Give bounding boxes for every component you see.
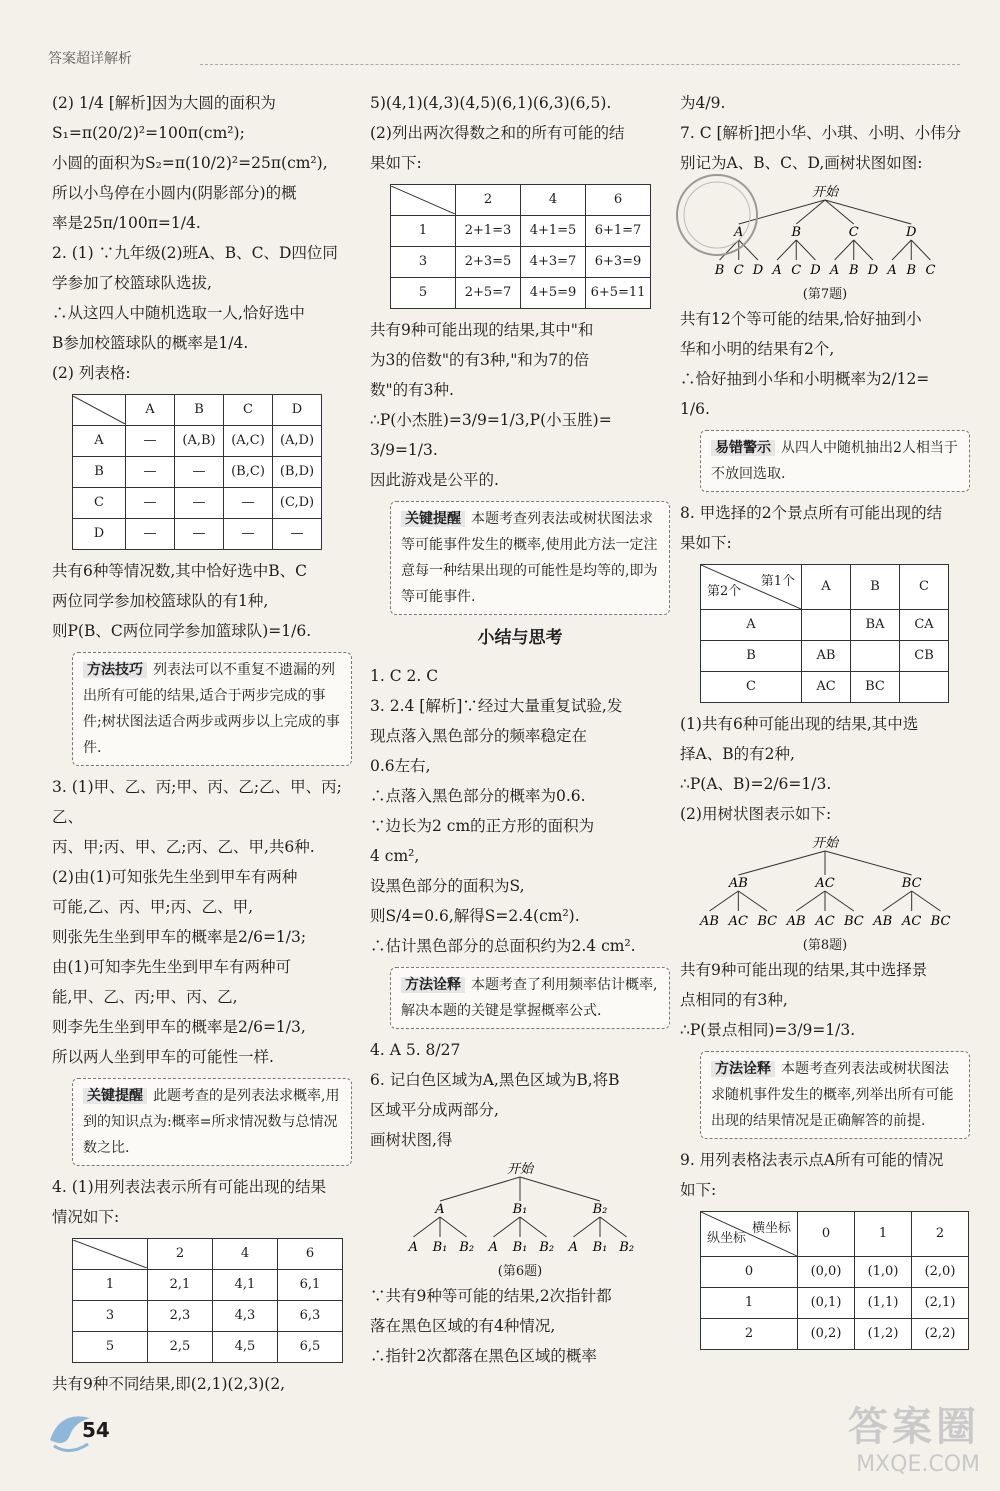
answer-line: 3. (1)甲、乙、丙;甲、丙、乙;乙、甲、丙;乙、 bbox=[52, 778, 342, 826]
tree-leaf: A bbox=[408, 1240, 419, 1255]
tree-leaf: AC bbox=[901, 914, 922, 929]
column-1 bbox=[52, 88, 352, 1399]
tree-branch bbox=[911, 240, 930, 260]
answer-line: 因此游戏是公平的. bbox=[370, 471, 499, 489]
tree-leaf: AB bbox=[786, 914, 806, 929]
table-cell: CA bbox=[900, 610, 949, 641]
table-cell: 4,1 bbox=[213, 1270, 278, 1301]
answer-table bbox=[390, 184, 651, 309]
table-header-cell: A bbox=[802, 565, 851, 610]
answer-line: 4. A 5. 8/27 bbox=[370, 1041, 461, 1059]
answer-line: 能,甲、乙、丙;甲、丙、乙, bbox=[52, 988, 238, 1006]
table-cell: 1 bbox=[391, 216, 456, 247]
table-row bbox=[391, 216, 651, 247]
section-title: 小结与思考 bbox=[477, 628, 563, 648]
answer-line: 率是25π/100π=1/4. bbox=[52, 214, 201, 232]
tree-leaf: A bbox=[568, 1240, 579, 1255]
table-header-cell: B bbox=[175, 395, 224, 426]
answer-line: 3/9=1/3. bbox=[370, 441, 438, 459]
tree-leaf: A bbox=[829, 263, 840, 278]
corner-bottom-label: 第2个 bbox=[707, 584, 742, 599]
tree-leaf: BC bbox=[844, 914, 864, 929]
corner-bottom-label: 纵坐标 bbox=[707, 1231, 747, 1246]
table-header-cell: 4 bbox=[521, 185, 586, 216]
tree-node: B₂ bbox=[592, 1202, 608, 1217]
watermark-url: MXQE.COM bbox=[856, 1452, 980, 1477]
answer-line: 共有9种可能出现的结果,其中选择景 bbox=[680, 961, 928, 979]
corner-top-label: 横坐标 bbox=[751, 1221, 791, 1236]
answer-line: B参加校篮球队的概率是1/4. bbox=[52, 334, 249, 352]
tree-branch bbox=[854, 240, 873, 260]
tip-title: 方法诠释 bbox=[711, 1061, 775, 1077]
table-cell bbox=[851, 641, 900, 672]
table-header-cell: 6 bbox=[278, 1239, 343, 1270]
tree-branch bbox=[825, 200, 911, 224]
table-header-cell: 6 bbox=[586, 185, 651, 216]
table-cell: (B,C) bbox=[224, 457, 273, 488]
tree-leaf: D bbox=[752, 263, 764, 278]
tree-leaf: B₁ bbox=[592, 1240, 608, 1255]
answer-line: 由(1)可知李先生坐到甲车有两种可 bbox=[52, 958, 291, 976]
table-cell: (1,0) bbox=[855, 1257, 912, 1288]
table-corner-cell bbox=[701, 565, 802, 610]
table-cell: 4+5=9 bbox=[521, 278, 586, 309]
tree-node: A bbox=[734, 225, 744, 240]
table-row bbox=[701, 641, 949, 672]
table-cell: 3 bbox=[73, 1301, 148, 1332]
answer-line: 数"的有3种. bbox=[370, 381, 454, 399]
table-cell: (0,0) bbox=[798, 1257, 855, 1288]
tree-branch bbox=[825, 891, 854, 911]
tree-branch bbox=[440, 1177, 520, 1201]
table-header-cell bbox=[391, 185, 456, 216]
tree-diagram bbox=[695, 833, 955, 933]
tree-root: 开始 bbox=[811, 185, 839, 200]
tip-box bbox=[700, 430, 970, 492]
tree-node: C bbox=[848, 225, 859, 240]
answer-line: 学参加了校篮球队选拔, bbox=[52, 274, 212, 292]
answer-line: ∴从这四人中随机选取一人,恰好选中 bbox=[52, 304, 305, 322]
table-header-cell: D bbox=[273, 395, 322, 426]
table-header-row bbox=[391, 185, 651, 216]
tree-branch bbox=[883, 891, 912, 911]
table-cell: — bbox=[126, 519, 175, 550]
table-cell: 4,5 bbox=[213, 1332, 278, 1363]
answer-line: 9. 用列表格法表示点A所有可能的情况 bbox=[680, 1151, 944, 1169]
tree-diagram bbox=[400, 1159, 640, 1259]
answer-table bbox=[700, 564, 949, 703]
tree-branch bbox=[600, 1217, 627, 1237]
answer-line: (2)列出两次得数之和的所有可能的结 bbox=[370, 124, 625, 142]
table-cell: BC bbox=[851, 672, 900, 703]
table-header-cell: 4 bbox=[213, 1239, 278, 1270]
answer-table bbox=[72, 394, 322, 550]
tip-box bbox=[72, 652, 352, 766]
table-cell: 4,3 bbox=[213, 1301, 278, 1332]
table-header-cell: 2 bbox=[456, 185, 521, 216]
answer-line: 华和小明的结果有2个, bbox=[680, 340, 835, 358]
answer-line: 8. 甲选择的2个景点所有可能出现的结 bbox=[680, 504, 943, 522]
table-cell: 6+5=11 bbox=[586, 278, 651, 309]
table-cell: C bbox=[701, 672, 802, 703]
answer-line: 果如下: bbox=[680, 534, 732, 552]
table-cell: — bbox=[126, 488, 175, 519]
table-cell: (0,2) bbox=[798, 1319, 855, 1350]
table-cell: (2,1) bbox=[912, 1288, 969, 1319]
answer-line: 点相同的有3种, bbox=[680, 991, 788, 1009]
column-3 bbox=[680, 88, 970, 1356]
table-cell: — bbox=[126, 457, 175, 488]
tip-title: 易错警示 bbox=[711, 440, 775, 456]
tip-text: 列表法可以不重复不遗漏的列出所有可能的结果,适合于两步完成的事件;树状图法适合两步或两步以上完成的事件. bbox=[83, 662, 340, 756]
tree-node: AC bbox=[815, 876, 835, 891]
answer-table bbox=[700, 1211, 969, 1350]
header-divider bbox=[200, 64, 960, 65]
table-cell: A bbox=[701, 610, 802, 641]
answer-line: 7. C [解析]把小华、小琪、小明、小伟分 bbox=[680, 124, 962, 142]
tree-leaf: C bbox=[733, 263, 744, 278]
table-cell: (A,C) bbox=[224, 426, 273, 457]
header-title: 答案超详解析 bbox=[48, 51, 132, 67]
answer-table bbox=[72, 1238, 343, 1363]
tip-text: 本题考查列表法或树状图法求随机事件发生的概率,列举出所有可能出现的结果情况是正确解答的前提. bbox=[711, 1061, 954, 1129]
table-cell: CB bbox=[900, 641, 949, 672]
tree-leaf: AC bbox=[815, 914, 835, 929]
answer-line: 两位同学参加校篮球队的有1种, bbox=[52, 592, 269, 610]
table-row bbox=[701, 1257, 969, 1288]
tip-title: 方法技巧 bbox=[83, 662, 147, 678]
tree-leaf: AB bbox=[699, 914, 719, 929]
tree-leaf: B₁ bbox=[512, 1240, 528, 1255]
table-row bbox=[701, 672, 949, 703]
tree-leaf: B₁ bbox=[432, 1240, 448, 1255]
table-header-cell bbox=[73, 395, 126, 426]
table-cell: 6+1=7 bbox=[586, 216, 651, 247]
tree-branch bbox=[825, 851, 912, 875]
answer-line: ∵共有9种等可能的结果,2次指针都 bbox=[370, 1287, 612, 1305]
answer-line: (2)由(1)可知张先生坐到甲车有两种 bbox=[52, 868, 298, 886]
table-cell: — bbox=[175, 488, 224, 519]
table-row bbox=[73, 426, 322, 457]
tree-node: BC bbox=[901, 876, 922, 891]
answer-line: 共有12个等可能的结果,恰好抽到小 bbox=[680, 310, 922, 328]
tree-leaf: B bbox=[848, 263, 859, 278]
table-cell: (2,0) bbox=[912, 1257, 969, 1288]
answer-line: ∵边长为2 cm的正方形的面积为 bbox=[370, 817, 595, 835]
tip-title: 关键提醒 bbox=[83, 1088, 147, 1104]
tree-leaf: B bbox=[906, 263, 917, 278]
table-cell: BA bbox=[851, 610, 900, 641]
table-cell bbox=[802, 610, 851, 641]
table-cell: 2+5=7 bbox=[456, 278, 521, 309]
tree-branch bbox=[796, 891, 825, 911]
answer-line: ∴指针2次都落在黑色区域的概率 bbox=[370, 1347, 597, 1365]
answer-line: 则P(B、C两位同学参加篮球队)=1/6. bbox=[52, 622, 312, 640]
answer-line: 则李先生坐到甲车的概率是2/6=1/3, bbox=[52, 1018, 306, 1036]
tree-node: AB bbox=[728, 876, 748, 891]
tree-leaf: A bbox=[488, 1240, 499, 1255]
table-cell: (2,2) bbox=[912, 1319, 969, 1350]
table-cell: B bbox=[73, 457, 126, 488]
tree-branch bbox=[738, 851, 825, 875]
tree-leaf: B bbox=[714, 263, 725, 278]
answer-line: 区域平分成两部分, bbox=[370, 1101, 499, 1119]
table-cell: — bbox=[224, 488, 273, 519]
table-header-cell: 2 bbox=[148, 1239, 213, 1270]
table-cell: 1 bbox=[73, 1270, 148, 1301]
tip-box bbox=[700, 1051, 970, 1139]
answer-line: (2) 列表格: bbox=[52, 364, 131, 382]
answer-line: 5)(4,1)(4,3)(4,5)(6,1)(6,3)(6,5). bbox=[370, 94, 612, 112]
tree-leaf: C bbox=[925, 263, 936, 278]
tree-branch bbox=[777, 240, 796, 260]
tree-node: A bbox=[435, 1202, 445, 1217]
tree-leaf: B₂ bbox=[619, 1240, 635, 1255]
tree-leaf: D bbox=[810, 263, 821, 278]
tree-node: D bbox=[906, 225, 917, 240]
answer-line: 4. (1)用列表法表示所有可能出现的结果 bbox=[52, 1178, 327, 1196]
tree-branch bbox=[835, 240, 854, 260]
answer-line: 4 cm², bbox=[370, 847, 420, 865]
tree-node: B₁ bbox=[512, 1202, 528, 1217]
table-cell: 4+3=7 bbox=[521, 247, 586, 278]
table-cell: (0,1) bbox=[798, 1288, 855, 1319]
answer-line: ∴P(小杰胜)=3/9=1/3,P(小玉胜)= bbox=[370, 411, 612, 429]
tree-leaf: B₂ bbox=[459, 1240, 475, 1255]
table-cell: 5 bbox=[391, 278, 456, 309]
table-cell: AB bbox=[802, 641, 851, 672]
answer-line: (2) 1/4 [解析]因为大圆的面积为 bbox=[52, 94, 276, 112]
table-cell: 6,3 bbox=[278, 1301, 343, 1332]
figure-caption: (第8题) bbox=[802, 938, 848, 953]
tree-leaf: AC bbox=[728, 914, 749, 929]
tip-box bbox=[390, 967, 670, 1029]
answer-line: 3. 2.4 [解析]∵经过大量重复试验,发 bbox=[370, 697, 623, 715]
table-cell bbox=[900, 672, 949, 703]
table-cell: 6+3=9 bbox=[586, 247, 651, 278]
table-cell: B bbox=[701, 641, 802, 672]
tree-branch bbox=[573, 1217, 600, 1237]
table-cell: 1 bbox=[701, 1288, 798, 1319]
answer-line: ∴估计黑色部分的总面积约为2.4 cm². bbox=[370, 937, 636, 955]
tree-node: B bbox=[791, 225, 802, 240]
tree-branch bbox=[440, 1217, 467, 1237]
page-number: 54 bbox=[82, 1418, 110, 1442]
table-cell: (1,2) bbox=[855, 1319, 912, 1350]
table-header-cell: 0 bbox=[798, 1212, 855, 1257]
table-row bbox=[701, 1319, 969, 1350]
answer-line: 画树状图,得 bbox=[370, 1131, 453, 1149]
answer-line: 可能,乙、丙、甲;丙、乙、甲, bbox=[52, 898, 254, 916]
answer-line: ∴P(A、B)=2/6=1/3. bbox=[680, 775, 832, 793]
tree-branch bbox=[892, 240, 911, 260]
answer-line: 为4/9. bbox=[680, 94, 726, 112]
tree-branch bbox=[520, 1177, 600, 1201]
table-cell: 2 bbox=[701, 1319, 798, 1350]
tip-box bbox=[72, 1078, 352, 1166]
table-cell: 3 bbox=[391, 247, 456, 278]
tip-title: 关键提醒 bbox=[401, 511, 465, 527]
answer-line: ∴恰好抽到小华和小明概率为2/12= bbox=[680, 370, 930, 388]
tree-branch bbox=[912, 891, 941, 911]
corner-top-label: 第1个 bbox=[760, 574, 795, 589]
table-row bbox=[701, 610, 949, 641]
tree-branch bbox=[796, 240, 815, 260]
tree-branch bbox=[493, 1217, 520, 1237]
table-cell: 2,3 bbox=[148, 1301, 213, 1332]
tree-leaf: B₂ bbox=[539, 1240, 555, 1255]
answer-line: 果如下: bbox=[370, 154, 422, 172]
answer-line: 6. 记白色区域为A,黑色区域为B,将B bbox=[370, 1071, 620, 1089]
answer-line: 情况如下: bbox=[52, 1208, 120, 1226]
tree-branch bbox=[709, 891, 738, 911]
table-cell: 2,5 bbox=[148, 1332, 213, 1363]
table-header-row bbox=[701, 565, 949, 610]
tip-text: 此题考查的是列表法求概率,用到的知识点为:概率=所求情况数与总情况数之比. bbox=[83, 1088, 340, 1156]
answer-line: 为3的倍数"的有3种,"和为7的倍 bbox=[370, 351, 590, 369]
answer-line: 2. (1) ∵九年级(2)班A、B、C、D四位同 bbox=[52, 244, 338, 262]
tree-leaf: C bbox=[791, 263, 802, 278]
table-cell: — bbox=[175, 457, 224, 488]
table-header-row bbox=[73, 1239, 343, 1270]
answer-line: 则张先生坐到甲车的概率是2/6=1/3; bbox=[52, 928, 307, 946]
table-cell: (1,1) bbox=[855, 1288, 912, 1319]
tip-text: 本题考查了利用频率估计概率,解决本题的关键是掌握概率公式. bbox=[401, 977, 658, 1019]
answer-line: 1/6. bbox=[680, 400, 710, 418]
answer-line: 所以两人坐到甲车的可能性一样. bbox=[52, 1048, 274, 1066]
table-cell: 4+1=5 bbox=[521, 216, 586, 247]
table-cell: (B,D) bbox=[273, 457, 322, 488]
table-header-cell: 2 bbox=[912, 1212, 969, 1257]
table-cell: (A,B) bbox=[175, 426, 224, 457]
table-cell: AC bbox=[802, 672, 851, 703]
answer-line: S₁=π(20/2)²=100π(cm²); bbox=[52, 124, 245, 142]
tip-text: 本题考查列表法或树状图法求等可能事件发生的概率,使用此方法一定注意每一种结果出现的可能性是均等的,即为等可能事件. bbox=[401, 511, 658, 605]
table-row bbox=[73, 457, 322, 488]
tree-branch bbox=[738, 891, 767, 911]
table-cell: 0 bbox=[701, 1257, 798, 1288]
table-cell: — bbox=[126, 426, 175, 457]
answer-line: 共有9种可能出现的结果,其中"和 bbox=[370, 321, 594, 339]
table-row bbox=[701, 1288, 969, 1319]
answer-line: 落在黑色区域的有4种情况, bbox=[370, 1317, 556, 1335]
tree-root: 开始 bbox=[506, 1162, 534, 1177]
answer-line: ∴P(景点相同)=3/9=1/3. bbox=[680, 1021, 856, 1039]
answer-line: 共有6种等情况数,其中恰好选中B、C bbox=[52, 562, 308, 580]
tree-leaf: BC bbox=[757, 914, 778, 929]
table-row bbox=[73, 1301, 343, 1332]
table-header-cell: C bbox=[900, 565, 949, 610]
answer-line: 现点落入黑色部分的频率稳定在 bbox=[370, 727, 588, 745]
figure-caption: (第7题) bbox=[802, 287, 848, 302]
tree-root: 开始 bbox=[811, 836, 839, 851]
table-cell: (A,D) bbox=[273, 426, 322, 457]
table-header-cell: A bbox=[126, 395, 175, 426]
answer-line: 别记为A、B、C、D,画树状图如图: bbox=[680, 154, 923, 172]
answer-line: 设黑色部分的面积为S, bbox=[370, 877, 525, 895]
answer-line: 0.6左右, bbox=[370, 757, 431, 775]
answer-line: 择A、B的有2种, bbox=[680, 745, 795, 763]
table-row bbox=[73, 1270, 343, 1301]
homework-stamp-icon bbox=[672, 170, 762, 260]
tree-leaf: D bbox=[867, 263, 879, 278]
figure-caption: (第6题) bbox=[497, 1264, 543, 1279]
tree-leaf: A bbox=[887, 263, 897, 278]
answer-line: (1)共有6种可能出现的结果,其中选 bbox=[680, 715, 919, 733]
table-cell: — bbox=[175, 519, 224, 550]
table-row bbox=[391, 247, 651, 278]
table-cell: 6,5 bbox=[278, 1332, 343, 1363]
table-cell: C bbox=[73, 488, 126, 519]
column-2 bbox=[370, 88, 670, 1371]
table-header-row bbox=[701, 1212, 969, 1257]
table-cell: 5 bbox=[73, 1332, 148, 1363]
answer-line: 所以小鸟停在小圆内(阴影部分)的概 bbox=[52, 184, 297, 202]
table-header-cell: 1 bbox=[855, 1212, 912, 1257]
tip-box bbox=[390, 501, 670, 615]
table-row bbox=[391, 278, 651, 309]
table-header-row bbox=[73, 395, 322, 426]
tree-leaf: AB bbox=[873, 914, 893, 929]
watermark bbox=[848, 1395, 980, 1477]
tree-leaf: BC bbox=[930, 914, 951, 929]
answer-line: 如下: bbox=[680, 1181, 717, 1199]
table-cell: 6,1 bbox=[278, 1270, 343, 1301]
table-row bbox=[73, 519, 322, 550]
answer-line: 1. C 2. C bbox=[370, 667, 439, 685]
answer-line: 共有9种不同结果,即(2,1)(2,3)(2, bbox=[52, 1375, 286, 1393]
table-cell: D bbox=[73, 519, 126, 550]
table-header-cell: B bbox=[851, 565, 900, 610]
tip-text: 从四人中随机抽出2人相当于不放回选取. bbox=[711, 440, 958, 482]
table-row bbox=[73, 488, 322, 519]
table-header-cell: C bbox=[224, 395, 273, 426]
answer-line: 丙、甲;丙、甲、乙;丙、乙、甲,共6种. bbox=[52, 838, 315, 856]
table-cell: A bbox=[73, 426, 126, 457]
watermark-text: 答案圈 bbox=[848, 1404, 980, 1450]
answer-line: 小圆的面积为S₂=π(10/2)²=25π(cm²), bbox=[52, 154, 328, 172]
table-cell: 2+3=5 bbox=[456, 247, 521, 278]
answer-line: ∴点落入黑色部分的概率为0.6. bbox=[370, 787, 586, 805]
tree-branch bbox=[413, 1217, 440, 1237]
table-row bbox=[73, 1332, 343, 1363]
tip-title: 方法诠释 bbox=[401, 977, 465, 993]
table-cell: (C,D) bbox=[273, 488, 322, 519]
table-cell: — bbox=[273, 519, 322, 550]
table-cell: — bbox=[224, 519, 273, 550]
answer-line: 则S/4=0.6,解得S=2.4(cm²). bbox=[370, 907, 580, 925]
tree-leaf: A bbox=[772, 263, 782, 278]
table-cell: 2+1=3 bbox=[456, 216, 521, 247]
tree-branch bbox=[520, 1217, 547, 1237]
answer-line: (2)用树状图表示如下: bbox=[680, 805, 832, 823]
table-header-cell bbox=[73, 1239, 148, 1270]
table-corner-cell bbox=[701, 1212, 798, 1257]
table-cell: 2,1 bbox=[148, 1270, 213, 1301]
